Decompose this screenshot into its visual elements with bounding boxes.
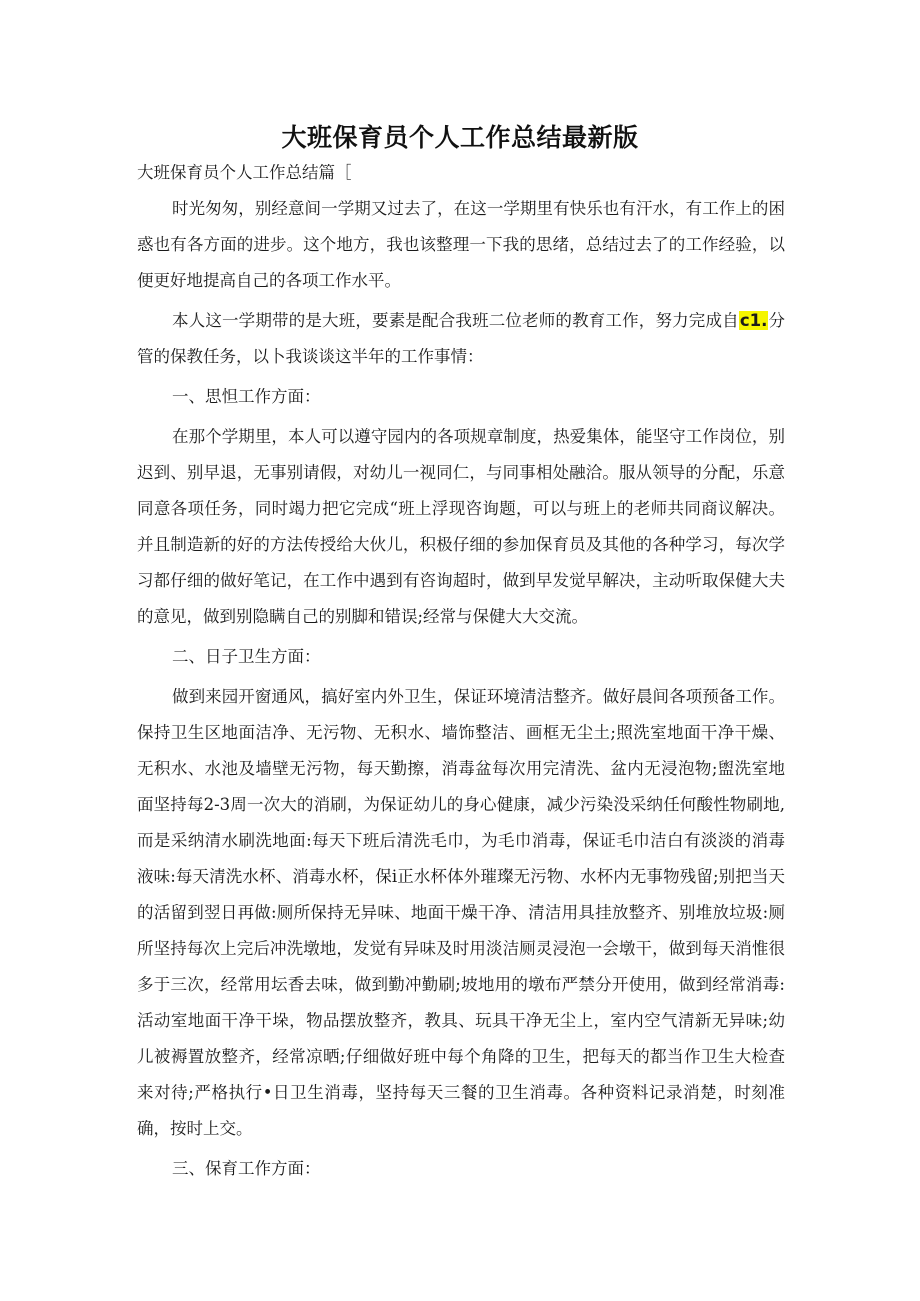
paragraph-intro: 时光匆匆，别经意间一学期又过去了，在这一学期里有快乐也有汗水，有工作上的困惑也有各方面的进步。这个地方，我也该整理一下我的思绪，总结过去了的工作经验，以便更好地提高自己的各项工作水平。 (137, 199, 785, 290)
paragraph-thought-work: 在那个学期里，本人可以遵守园内的各项规章制度，热爱集体，能坚守工作岗位，别迟到、别早退，无事别请假，对幼儿一视同仁，与同事相处融洽。服从领导的分配，乐意同意各项任务，同时竭力把它完成“班上浮现咨询题，可以与班上的老师共同商议解决。并且制造新的好的方法传授给大伙儿，积极仔细的参加保育员及其他的各种学习，每次学习都仔细的做好笔记，在工作中遇到有咨询超时，做到早发觉早解决，主动听取保健大夫的意见，做到别隐瞒自己的别脚和错误;经常与保健大大交流。 (137, 427, 785, 626)
document-subtitle: 大班保育员个人工作总结篇［ (137, 163, 352, 182)
paragraph-duties-text-b: 分管的保教任务，以卜我谈谈这半年的工作事情： (137, 311, 786, 366)
paragraph-duties (137, 303, 785, 375)
paragraph-hygiene: 做到来园开窗通风，搞好室内外卫生，保证环境清洁整齐。做好晨间各项预备工作。保持卫生区地面洁净、无污物、无积水、墙饰整洁、画框无尘土;照洗室地面干净干燥、无积水、水池及墙壁无污物，每天勤擦，消毒盆每次用完清洗、盆内无浸泡物;盥洗室地面坚持每2-3周一次大的消刷，为保证幼儿的身心健康，减少污染没采纳任何酸性物刷地,而是采纳清水刷洗地面:每天下班后清洗毛巾，为毛巾消毒，保证毛巾洁白有淡淡的消毒液味:每天清洗水杯、消毒水杯，保i正水杯体外璀璨无污物、水杯内无事物残留;别把当天的活留到翌日再做:厕所保持无异味、地面干燥干净、清洁用具挂放整齐、别堆放垃圾:厕所坚持每次上完后冲洗墩地，发觉有异味及时用淡洁厕灵浸泡一会墩干，做到每天消惟很多于三次，经常用坛香去味，做到勤冲勤刷;坡地用的墩布严禁分开使用，做到经常消毒:活动室地面干净干垛，物品摆放整齐，教具、玩具干净无尘上，室内空气清新无异味;幼儿被褥置放整齐，经常凉晒;仔细做好班中每个角降的卫生，把每天的都当作卫生大检查来对待;严格执行•日卫生消毒，坚持每天三餐的卫生消毒。各种资料记录消楚，时刻准确，按时上交。 (137, 687, 785, 1138)
highlighted-text: c1. (739, 311, 768, 330)
document-title: 大班保育员个人工作总结最新版 (281, 123, 639, 152)
section-heading-thought: 一、思怛工作方面： (172, 387, 321, 406)
document-body (137, 155, 785, 1191)
paragraph-duties-text-a: 本人这一学期带的是大班，要素是配合我班二位老师的教育工作，努力完成自 (172, 311, 739, 330)
section-heading-hygiene: 二、日子卫生方面： (172, 647, 321, 666)
section-heading-care: 三、保育工作方面： (172, 1159, 321, 1178)
